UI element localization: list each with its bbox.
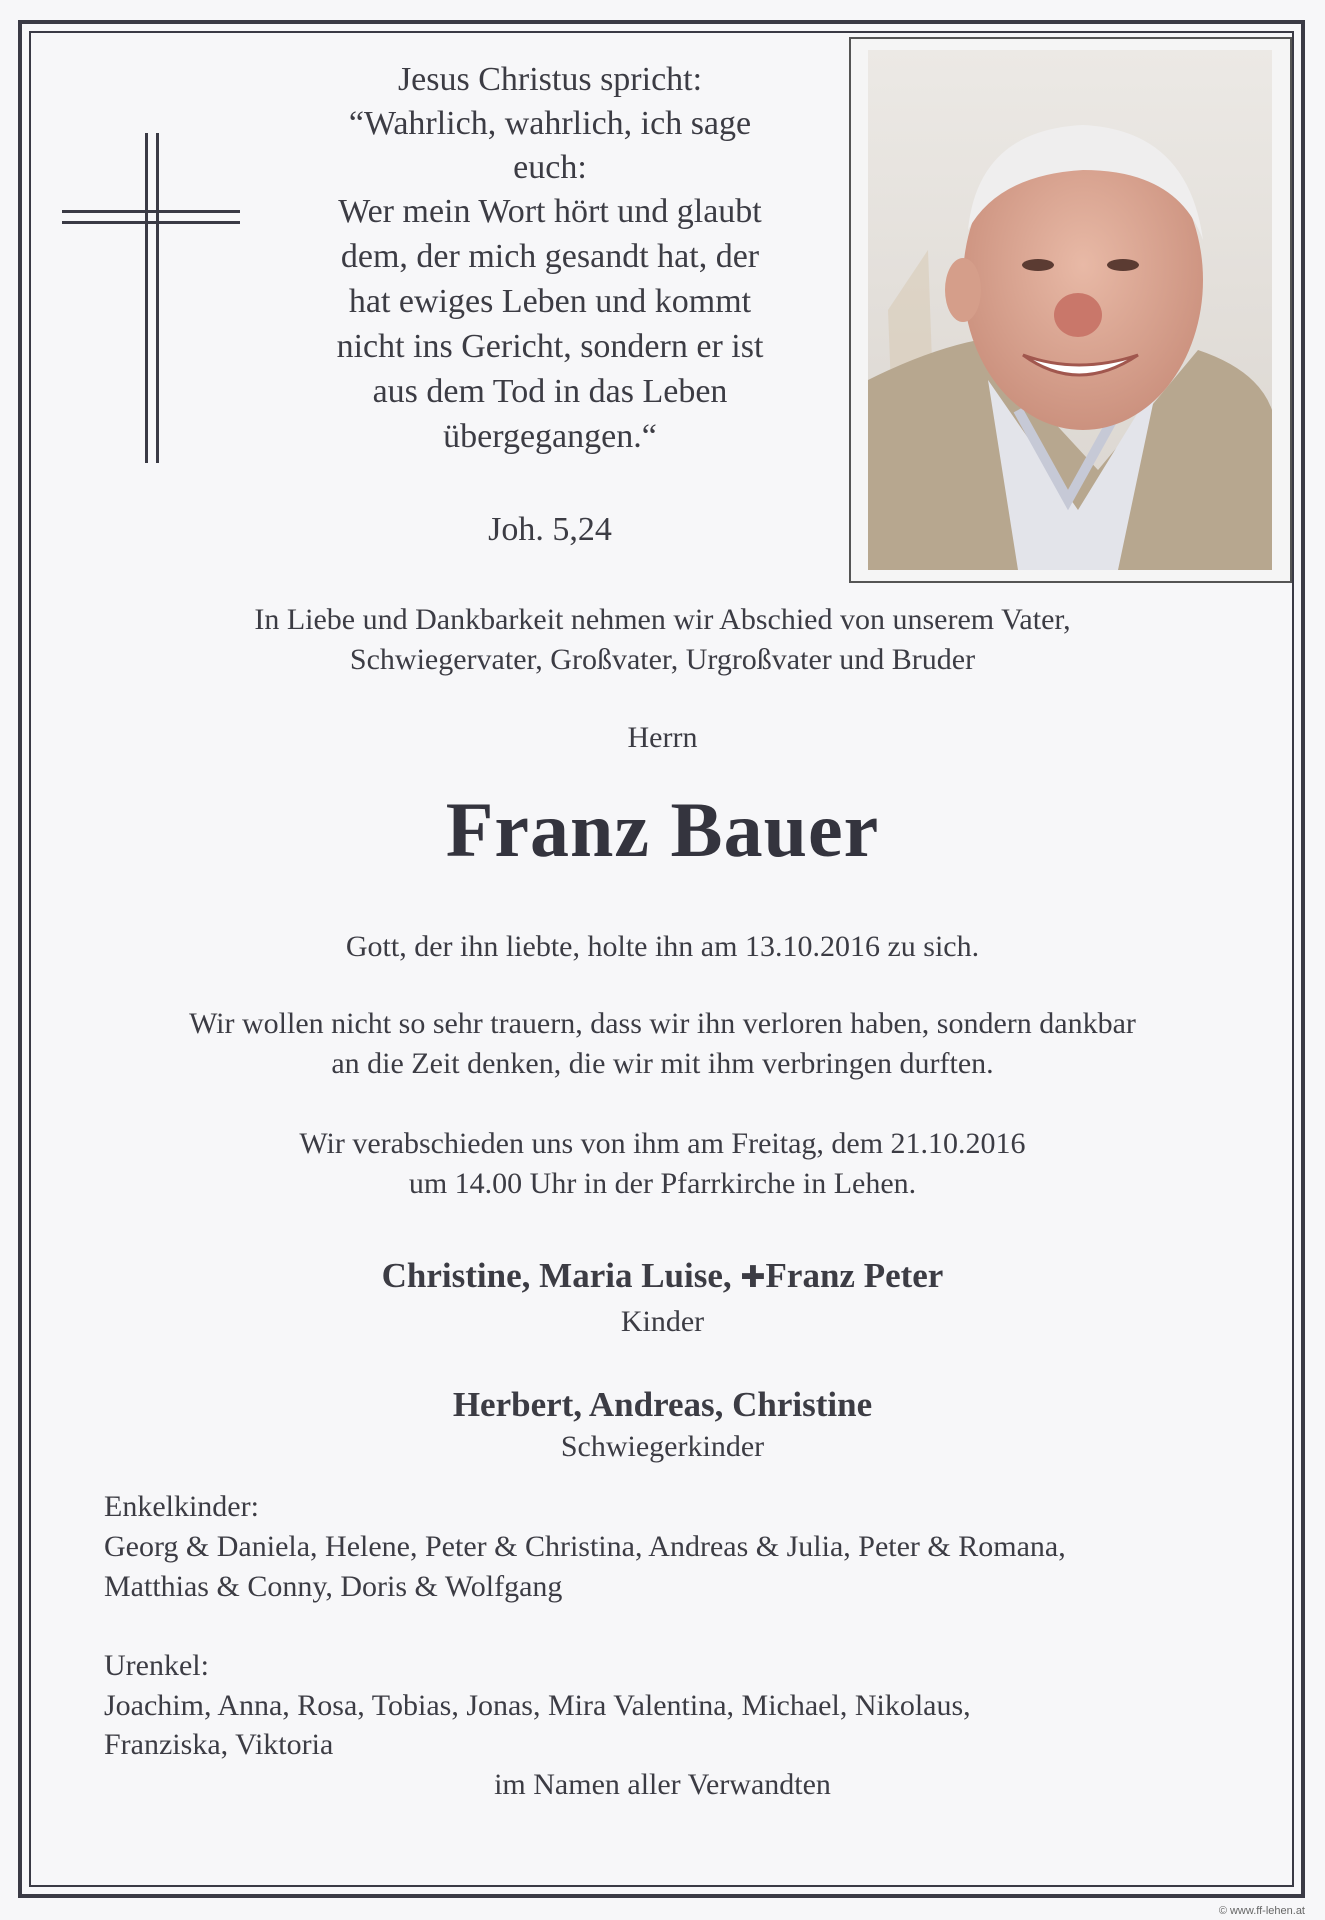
verse-reference: Joh. 5,24 [488, 511, 612, 548]
grandchildren-line: Georg & Daniela, Helene, Peter & Christina, Andreas & Julia, Peter & Romana, [104, 1530, 1066, 1563]
salutation: Herrn [627, 721, 698, 754]
intro-line: Schwiegervater, Großvater, Urgroßvater und Bruder [349, 643, 976, 676]
verse-line: übergegangen.“ [443, 418, 657, 455]
great-grandchildren-line: Franziska, Viktoria [104, 1728, 334, 1761]
intro-line: In Liebe und Dankbarkeit nehmen wir Abschied von unserem Vater, [254, 603, 1071, 636]
watermark: © www.ff-lehen.at [1218, 1905, 1305, 1917]
verse-line: euch: [513, 149, 587, 186]
grandchildren-label: Enkelkinder: [104, 1490, 259, 1523]
in-laws-label: Schwiegerkinder [560, 1430, 765, 1463]
verse-line: dem, der mich gesandt hat, der [340, 238, 760, 275]
grandchildren-line: Matthias & Conny, Doris & Wolfgang [104, 1570, 563, 1603]
great-grandchildren-label: Urenkel: [104, 1649, 209, 1682]
children-names: Christine, Maria Luise, ✚Franz Peter [381, 1256, 944, 1295]
deceased-name: Franz Bauer [445, 786, 880, 873]
verse-line: Jesus Christus spricht: [397, 61, 703, 98]
verse-line: hat ewiges Leben und kommt [348, 283, 752, 320]
death-date-line: Gott, der ihn liebte, holte ihn am 13.10.2016 zu sich. [345, 930, 980, 963]
funeral-line: um 14.00 Uhr in der Pfarrkirche in Lehen. [408, 1167, 917, 1200]
comfort-line: Wir wollen nicht so sehr trauern, dass wir ihn verloren haben, sondern dankbar [189, 1007, 1136, 1040]
verse-line: nicht ins Gericht, sondern er ist [336, 328, 764, 365]
portrait-photo [868, 50, 1272, 570]
closing-line: im Namen aller Verwandten [494, 1768, 831, 1801]
cross-icon: ✚ [740, 1260, 766, 1295]
verse-line: Wer mein Wort hört und glaubt [338, 193, 762, 230]
verse-line: “Wahrlich, wahrlich, ich sage [348, 105, 752, 142]
in-laws-names: Herbert, Andreas, Christine [452, 1385, 873, 1424]
comfort-line: an die Zeit denken, die wir mit ihm verbringen durften. [331, 1047, 994, 1080]
verse-line: aus dem Tod in das Leben [372, 373, 728, 410]
funeral-line: Wir verabschieden uns von ihm am Freitag, dem 21.10.2016 [299, 1127, 1026, 1160]
great-grandchildren-line: Joachim, Anna, Rosa, Tobias, Jonas, Mira Valentina, Michael, Nikolaus, [104, 1689, 971, 1722]
children-label: Kinder [620, 1305, 705, 1338]
